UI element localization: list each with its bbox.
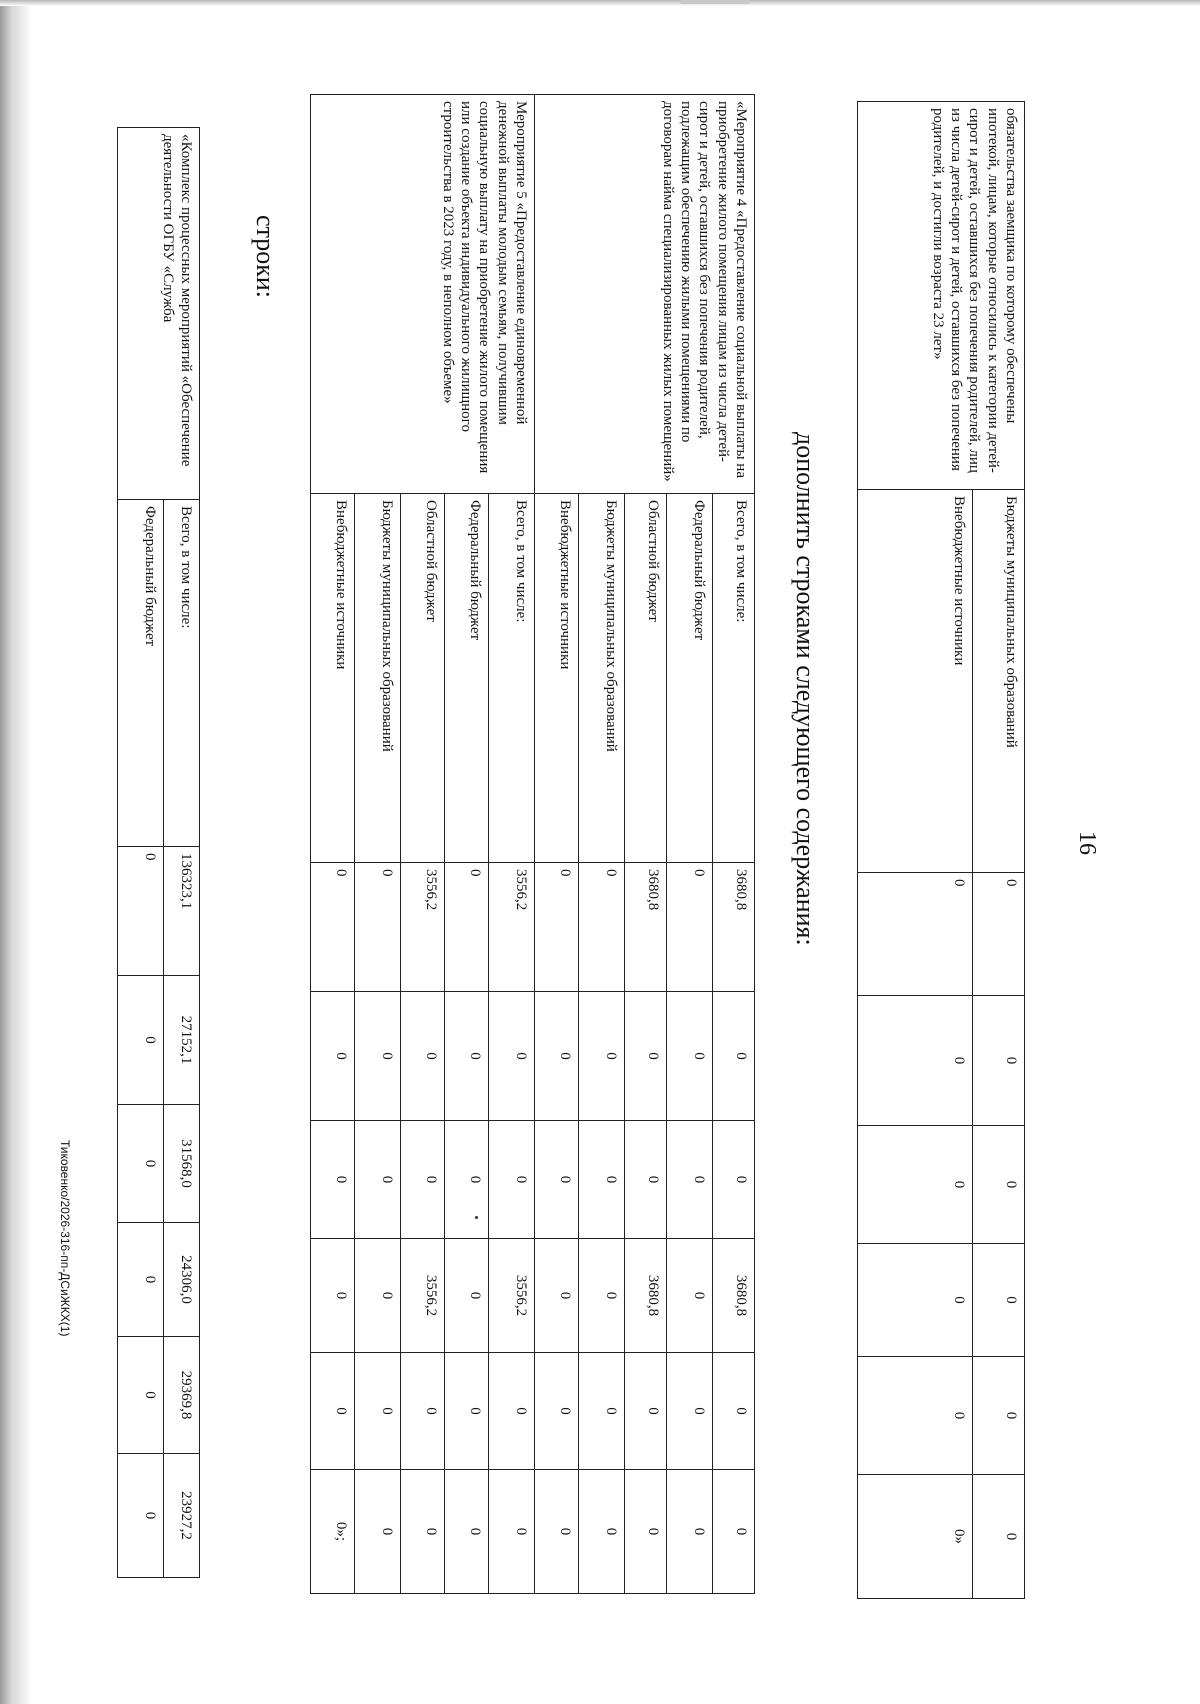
funding-source: Бюджеты муниципальных образований	[973, 490, 1025, 873]
value-cell: 0	[489, 992, 535, 1121]
value-cell: 0	[667, 1239, 713, 1353]
value-cell: 0	[535, 863, 579, 992]
value-cell: 0	[973, 1126, 1025, 1244]
measure-description: обязательства заемщика по которому обеспечены ипотекой, лицам, которые относились к категории детей-сирот и детей, оставшихся без попечения родителей, лиц из числа детей-сирот и детей, оставшихся без попечения родителей, и достигли возраста 23 лет»	[858, 102, 1025, 490]
value-cell: 0	[713, 992, 755, 1121]
value-cell: 0	[489, 1121, 535, 1239]
funding-source: Внебюджетные источники	[858, 490, 973, 873]
table-row	[713, 95, 755, 1594]
section-heading: дополнить строками следующего содержания:	[791, 432, 820, 946]
value-cell: 0	[118, 847, 164, 976]
value-cell: 0	[579, 992, 625, 1121]
value-cell: 0	[713, 1353, 755, 1470]
value-cell: 0	[118, 1454, 164, 1578]
value-cell: 0	[579, 1239, 625, 1353]
value-cell: 0	[625, 1121, 667, 1239]
value-cell: 0	[355, 1239, 401, 1353]
value-cell: 3680,8	[713, 863, 755, 992]
value-cell: 3680,8	[713, 1239, 755, 1353]
value-cell: 0	[118, 1337, 164, 1454]
value-cell: 0	[535, 1239, 579, 1353]
value-cell: 0	[858, 1244, 973, 1357]
page-number: 16	[1074, 831, 1100, 855]
value-cell: 0	[579, 1121, 625, 1239]
footer-document-code: Тиковенко/2026-316-пп-ДСиЖКХ(1)	[58, 1140, 72, 1337]
funding-source: Внебюджетные источники	[535, 494, 579, 863]
value-cell: 0	[355, 1470, 401, 1594]
value-cell: 0	[625, 1353, 667, 1470]
value-cell: 0	[973, 1244, 1025, 1357]
table-rows	[117, 127, 200, 1578]
funding-source: Бюджеты муниципальных образований	[355, 494, 401, 863]
funding-source: Всего, в том числе:	[164, 500, 200, 847]
value-cell: 0	[445, 1470, 489, 1594]
value-cell: 0	[445, 1239, 489, 1353]
value-cell: 3556,2	[489, 1239, 535, 1353]
value-cell: 0	[973, 996, 1025, 1126]
funding-source: Внебюджетные источники	[311, 494, 355, 863]
value-cell: 0	[667, 1121, 713, 1239]
table-top	[857, 101, 1025, 1599]
funding-source: Бюджеты муниципальных образований	[579, 494, 625, 863]
funding-source: Всего, в том числе:	[713, 494, 755, 863]
value-cell: 0	[311, 863, 355, 992]
value-cell: 0	[535, 1353, 579, 1470]
value-cell: 3556,2	[401, 863, 445, 992]
value-cell: 0	[401, 992, 445, 1121]
value-cell: 29369,8	[164, 1337, 200, 1454]
value-cell: 0	[355, 992, 401, 1121]
value-cell: 27152,1	[164, 976, 200, 1105]
value-cell: 0	[118, 1223, 164, 1337]
value-cell: 0	[489, 1353, 535, 1470]
measure-description: Мероприятие 5 «Предоставление единовременной денежной выплаты молодым семьям, получившим социальную выплату на приобретение жилого помещения или создание объекта индивидуального жилищного строительства в 2023 году, в неполном объеме»	[311, 95, 535, 494]
value-cell: 3556,2	[401, 1239, 445, 1353]
value-cell: 0	[973, 873, 1025, 996]
value-cell: 0	[489, 1470, 535, 1594]
value-cell: 0	[535, 1121, 579, 1239]
value-cell: 136323,1	[164, 847, 200, 976]
value-cell: 24306,0	[164, 1223, 200, 1337]
value-cell: 0	[311, 1353, 355, 1470]
value-cell: 0	[401, 1121, 445, 1239]
value-cell: 0	[311, 1239, 355, 1353]
value-cell: 0	[311, 1121, 355, 1239]
value-cell: 0	[625, 1470, 667, 1594]
value-cell: 0	[401, 1470, 445, 1594]
value-cell: 23927,2	[164, 1454, 200, 1578]
table-new-rows	[310, 94, 755, 1594]
value-cell: 0	[713, 1121, 755, 1239]
value-cell: 0	[579, 1470, 625, 1594]
value-cell: 0	[858, 996, 973, 1126]
value-cell: 0	[625, 992, 667, 1121]
value-cell: 0	[355, 1121, 401, 1239]
value-cell: 3556,2	[489, 863, 535, 992]
value-cell: 0	[355, 1353, 401, 1470]
value-cell: 0	[401, 1353, 445, 1470]
value-cell: 0	[445, 1353, 489, 1470]
scan-dot	[475, 1216, 478, 1219]
value-cell: 0»;	[311, 1470, 355, 1594]
funding-source: Федеральный бюджет	[118, 500, 164, 847]
value-cell: 0	[535, 1470, 579, 1594]
table-row	[489, 95, 535, 1594]
table-row	[164, 128, 200, 1578]
value-cell: 31568,0	[164, 1105, 200, 1223]
funding-source: Федеральный бюджет	[667, 494, 713, 863]
section-heading: строки:	[251, 215, 280, 298]
value-cell: 0	[858, 873, 973, 996]
value-cell: 0	[445, 992, 489, 1121]
value-cell: 0	[858, 1357, 973, 1475]
value-cell: 0	[667, 863, 713, 992]
value-cell: 0	[713, 1470, 755, 1594]
measure-description: «Мероприятие 4 «Предоставление социальной выплаты на приобретение жилого помещения лицам из числа детей-сирот и детей, оставшихся без попечения родителей, подлежащим обеспечению жилыми помещениями по договорам найма специализированных жилых помещений»	[535, 95, 755, 494]
measure-description: «Комплекс процессных мероприятий «Обеспечение деятельности ОГБУ «Служба	[118, 128, 200, 500]
value-cell: 0	[535, 992, 579, 1121]
value-cell: 3680,8	[625, 863, 667, 992]
value-cell: 0	[579, 1353, 625, 1470]
value-cell: 0	[667, 992, 713, 1121]
value-cell: 0	[311, 992, 355, 1121]
value-cell: 0	[579, 863, 625, 992]
value-cell: 0	[667, 1470, 713, 1594]
value-cell: 0	[118, 1105, 164, 1223]
value-cell: 0	[973, 1475, 1025, 1599]
value-cell: 0	[973, 1357, 1025, 1475]
value-cell: 0	[445, 1121, 489, 1239]
value-cell: 0	[858, 1126, 973, 1244]
value-cell: 0	[667, 1353, 713, 1470]
table-row	[973, 102, 1025, 1599]
funding-source: Федеральный бюджет	[445, 494, 489, 863]
value-cell: 0	[118, 976, 164, 1105]
value-cell: 0	[445, 863, 489, 992]
funding-source: Областной бюджет	[625, 494, 667, 863]
value-cell: 3680,8	[625, 1239, 667, 1353]
funding-source: Областной бюджет	[401, 494, 445, 863]
value-cell: 0»	[858, 1475, 973, 1599]
value-cell: 0	[355, 863, 401, 992]
funding-source: Всего, в том числе:	[489, 494, 535, 863]
